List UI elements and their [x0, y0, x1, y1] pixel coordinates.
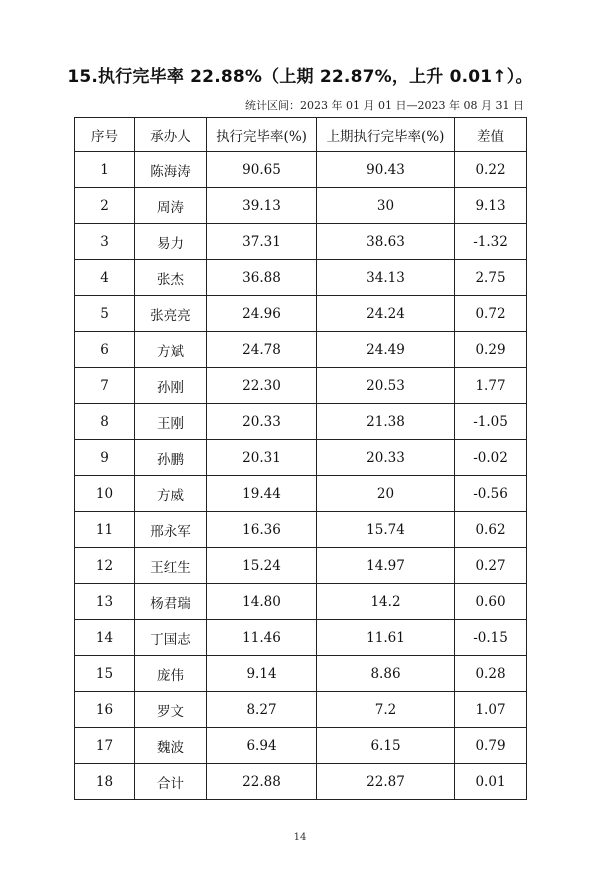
- table-row: [75, 728, 527, 764]
- cell-index: 11: [75, 512, 135, 548]
- cell-index: 12: [75, 548, 135, 584]
- table-header-row: [75, 118, 527, 152]
- cell-index: 16: [75, 692, 135, 728]
- cell-previous-rate: 20.33: [317, 440, 455, 476]
- cell-previous-rate: 8.86: [317, 656, 455, 692]
- section-heading: 15.执行完毕率 22.88%（上期 22.87%，上升 0.01↑）。: [67, 67, 533, 87]
- cell-completion-rate: 20.31: [207, 440, 317, 476]
- cell-previous-rate: 24.49: [317, 332, 455, 368]
- table-row: [75, 512, 527, 548]
- cell-index: 13: [75, 584, 135, 620]
- cell-handler: 王刚: [135, 404, 207, 440]
- cell-previous-rate: 24.24: [317, 296, 455, 332]
- cell-difference: 0.29: [455, 332, 527, 368]
- cell-index: 17: [75, 728, 135, 764]
- table-row: [75, 188, 527, 224]
- table-row: [75, 152, 527, 188]
- cell-difference: -0.02: [455, 440, 527, 476]
- cell-handler: 方斌: [135, 332, 207, 368]
- cell-handler: 魏波: [135, 728, 207, 764]
- header-index: 序号: [75, 118, 135, 152]
- table-row: [75, 584, 527, 620]
- cell-previous-rate: 15.74: [317, 512, 455, 548]
- cell-completion-rate: 24.78: [207, 332, 317, 368]
- cell-difference: 0.62: [455, 512, 527, 548]
- cell-difference: 1.77: [455, 368, 527, 404]
- cell-difference: 0.01: [455, 764, 527, 800]
- header-handler: 承办人: [135, 118, 207, 152]
- cell-previous-rate: 6.15: [317, 728, 455, 764]
- cell-previous-rate: 14.2: [317, 584, 455, 620]
- cell-handler: 罗文: [135, 692, 207, 728]
- completion-rate-table: [74, 117, 527, 800]
- cell-handler: 孙刚: [135, 368, 207, 404]
- cell-difference: 0.27: [455, 548, 527, 584]
- cell-handler: 丁国志: [135, 620, 207, 656]
- cell-handler: 方威: [135, 476, 207, 512]
- cell-difference: -1.05: [455, 404, 527, 440]
- cell-previous-rate: 20: [317, 476, 455, 512]
- cell-completion-rate: 36.88: [207, 260, 317, 296]
- cell-completion-rate: 22.30: [207, 368, 317, 404]
- cell-index: 5: [75, 296, 135, 332]
- page-number: 14: [293, 832, 307, 843]
- statistics-period: 统计区间：2023 年 01 月 01 日—2023 年 08 月 31 日: [245, 99, 524, 112]
- table-row: [75, 764, 527, 800]
- cell-completion-rate: 14.80: [207, 584, 317, 620]
- cell-difference: 2.75: [455, 260, 527, 296]
- header-completion-rate: 执行完毕率(%): [207, 118, 317, 152]
- cell-handler: 易力: [135, 224, 207, 260]
- table-row: [75, 656, 527, 692]
- cell-previous-rate: 21.38: [317, 404, 455, 440]
- cell-completion-rate: 16.36: [207, 512, 317, 548]
- table-row: [75, 404, 527, 440]
- cell-handler: 王红生: [135, 548, 207, 584]
- cell-completion-rate: 24.96: [207, 296, 317, 332]
- table-row: [75, 692, 527, 728]
- table-row: [75, 332, 527, 368]
- cell-completion-rate: 15.24: [207, 548, 317, 584]
- table-row: [75, 548, 527, 584]
- cell-handler: 张亮亮: [135, 296, 207, 332]
- cell-completion-rate: 6.94: [207, 728, 317, 764]
- cell-index: 3: [75, 224, 135, 260]
- cell-index: 2: [75, 188, 135, 224]
- cell-index: 10: [75, 476, 135, 512]
- cell-index: 18: [75, 764, 135, 800]
- cell-handler: 陈海涛: [135, 152, 207, 188]
- table-row: [75, 296, 527, 332]
- cell-index: 4: [75, 260, 135, 296]
- cell-index: 9: [75, 440, 135, 476]
- cell-completion-rate: 19.44: [207, 476, 317, 512]
- header-previous-rate: 上期执行完毕率(%): [317, 118, 455, 152]
- cell-difference: 0.72: [455, 296, 527, 332]
- table-body: [75, 152, 527, 800]
- cell-previous-rate: 20.53: [317, 368, 455, 404]
- cell-index: 7: [75, 368, 135, 404]
- cell-difference: 0.60: [455, 584, 527, 620]
- cell-completion-rate: 11.46: [207, 620, 317, 656]
- table-row: [75, 440, 527, 476]
- cell-index: 14: [75, 620, 135, 656]
- header-difference: 差值: [455, 118, 527, 152]
- cell-completion-rate: 39.13: [207, 188, 317, 224]
- cell-index: 1: [75, 152, 135, 188]
- cell-difference: -0.15: [455, 620, 527, 656]
- cell-completion-rate: 90.65: [207, 152, 317, 188]
- cell-completion-rate: 22.88: [207, 764, 317, 800]
- cell-difference: 0.22: [455, 152, 527, 188]
- cell-previous-rate: 11.61: [317, 620, 455, 656]
- cell-difference: 9.13: [455, 188, 527, 224]
- cell-previous-rate: 30: [317, 188, 455, 224]
- cell-handler: 邢永军: [135, 512, 207, 548]
- cell-completion-rate: 8.27: [207, 692, 317, 728]
- cell-completion-rate: 20.33: [207, 404, 317, 440]
- cell-difference: 1.07: [455, 692, 527, 728]
- cell-handler: 杨君瑞: [135, 584, 207, 620]
- cell-difference: -0.56: [455, 476, 527, 512]
- table-row: [75, 368, 527, 404]
- table-row: [75, 260, 527, 296]
- cell-index: 8: [75, 404, 135, 440]
- cell-completion-rate: 9.14: [207, 656, 317, 692]
- cell-handler: 庞伟: [135, 656, 207, 692]
- cell-index: 6: [75, 332, 135, 368]
- cell-previous-rate: 7.2: [317, 692, 455, 728]
- cell-handler: 孙鹏: [135, 440, 207, 476]
- cell-completion-rate: 37.31: [207, 224, 317, 260]
- cell-handler: 合计: [135, 764, 207, 800]
- cell-previous-rate: 38.63: [317, 224, 455, 260]
- cell-handler: 周涛: [135, 188, 207, 224]
- cell-difference: 0.79: [455, 728, 527, 764]
- table-row: [75, 476, 527, 512]
- cell-previous-rate: 22.87: [317, 764, 455, 800]
- cell-difference: -1.32: [455, 224, 527, 260]
- table-row: [75, 224, 527, 260]
- cell-difference: 0.28: [455, 656, 527, 692]
- cell-previous-rate: 90.43: [317, 152, 455, 188]
- cell-previous-rate: 34.13: [317, 260, 455, 296]
- cell-index: 15: [75, 656, 135, 692]
- cell-previous-rate: 14.97: [317, 548, 455, 584]
- cell-handler: 张杰: [135, 260, 207, 296]
- table-row: [75, 620, 527, 656]
